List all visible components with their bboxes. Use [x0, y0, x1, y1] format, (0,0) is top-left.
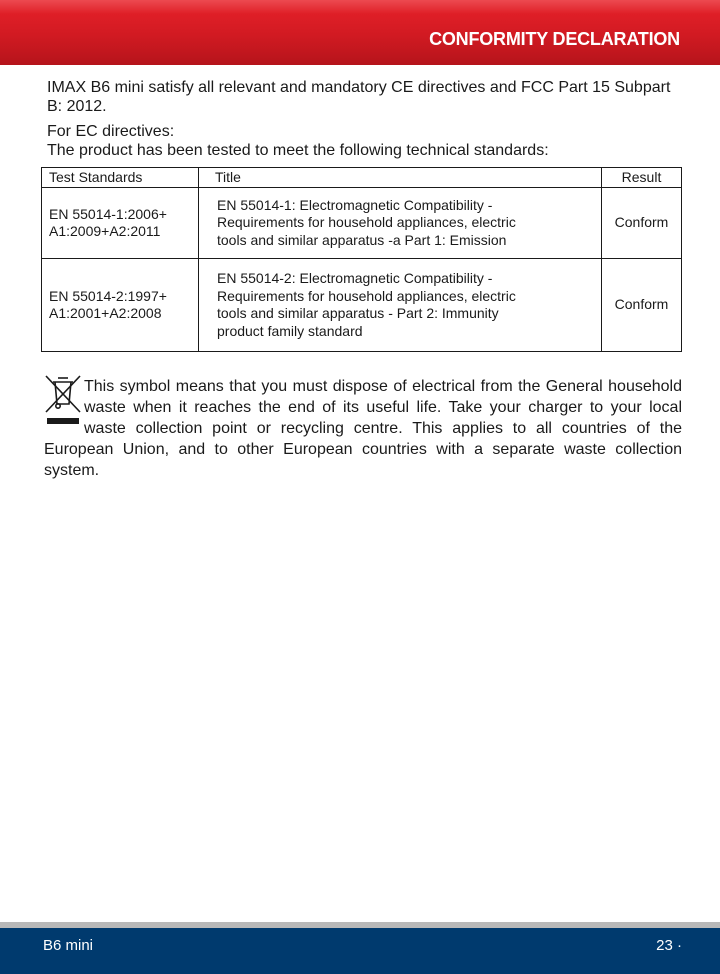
result-cell: Conform: [602, 188, 682, 259]
page-title: CONFORMITY DECLARATION: [429, 29, 680, 49]
intro-paragraph: IMAX B6 mini satisfy all relevant and mandatory CE directives and FCC Part 15 Subpart B: 2012.: [47, 79, 671, 115]
title-line: Requirements for household appliances, electric: [217, 287, 516, 304]
title-line: tools and similar apparatus -a Part 1: Emission: [217, 231, 507, 248]
page-number: 23 ·: [656, 937, 682, 954]
table-header-row: [42, 168, 682, 188]
result-cell: Conform: [602, 259, 682, 352]
table-row: [42, 259, 682, 352]
title-line: EN 55014-1: Electromagnetic Compatibility -: [217, 196, 493, 213]
ec-line: The product has been tested to meet the following technical standards:: [47, 142, 549, 159]
column-header-title: Title: [199, 168, 602, 188]
icon-spacer: [44, 376, 84, 436]
ec-directives: [47, 122, 687, 160]
title-cell: [199, 259, 602, 352]
ec-heading: For EC directives:: [47, 123, 175, 140]
disposal-paragraph: [44, 376, 682, 481]
standard-cell: [42, 188, 199, 259]
standards-table: [41, 167, 682, 352]
title-line: Requirements for household appliances, electric: [217, 214, 516, 231]
page-header: [0, 0, 720, 65]
title-cell: [199, 188, 602, 259]
standard-line: EN 55014-2:1997+: [49, 287, 167, 304]
standard-line: EN 55014-1:2006+: [49, 205, 167, 222]
standard-cell: [42, 259, 199, 352]
column-header-result: Result: [602, 168, 682, 188]
page-footer: [0, 928, 720, 974]
title-line: EN 55014-2: Electromagnetic Compatibility -: [217, 270, 493, 286]
disposal-text: This symbol means that you must dispose of electrical from the General household waste when it reaches the end of its useful life. Take your charger to your local waste collection point or recycling centre. This applies to all countries of the European Union, and to other European countries with a separate waste collection system.: [44, 378, 682, 479]
header-shine: [0, 0, 720, 14]
title-line: product family standard: [217, 322, 363, 339]
table-row: [42, 188, 682, 259]
standard-line: A1:2001+A2:2008: [49, 305, 162, 321]
standard-line: A1:2009+A2:2011: [49, 223, 161, 239]
title-line: tools and similar apparatus - Part 2: Immunity: [217, 305, 499, 321]
column-header-standards: Test Standards: [42, 168, 199, 188]
footer-product: B6 mini: [43, 937, 94, 954]
